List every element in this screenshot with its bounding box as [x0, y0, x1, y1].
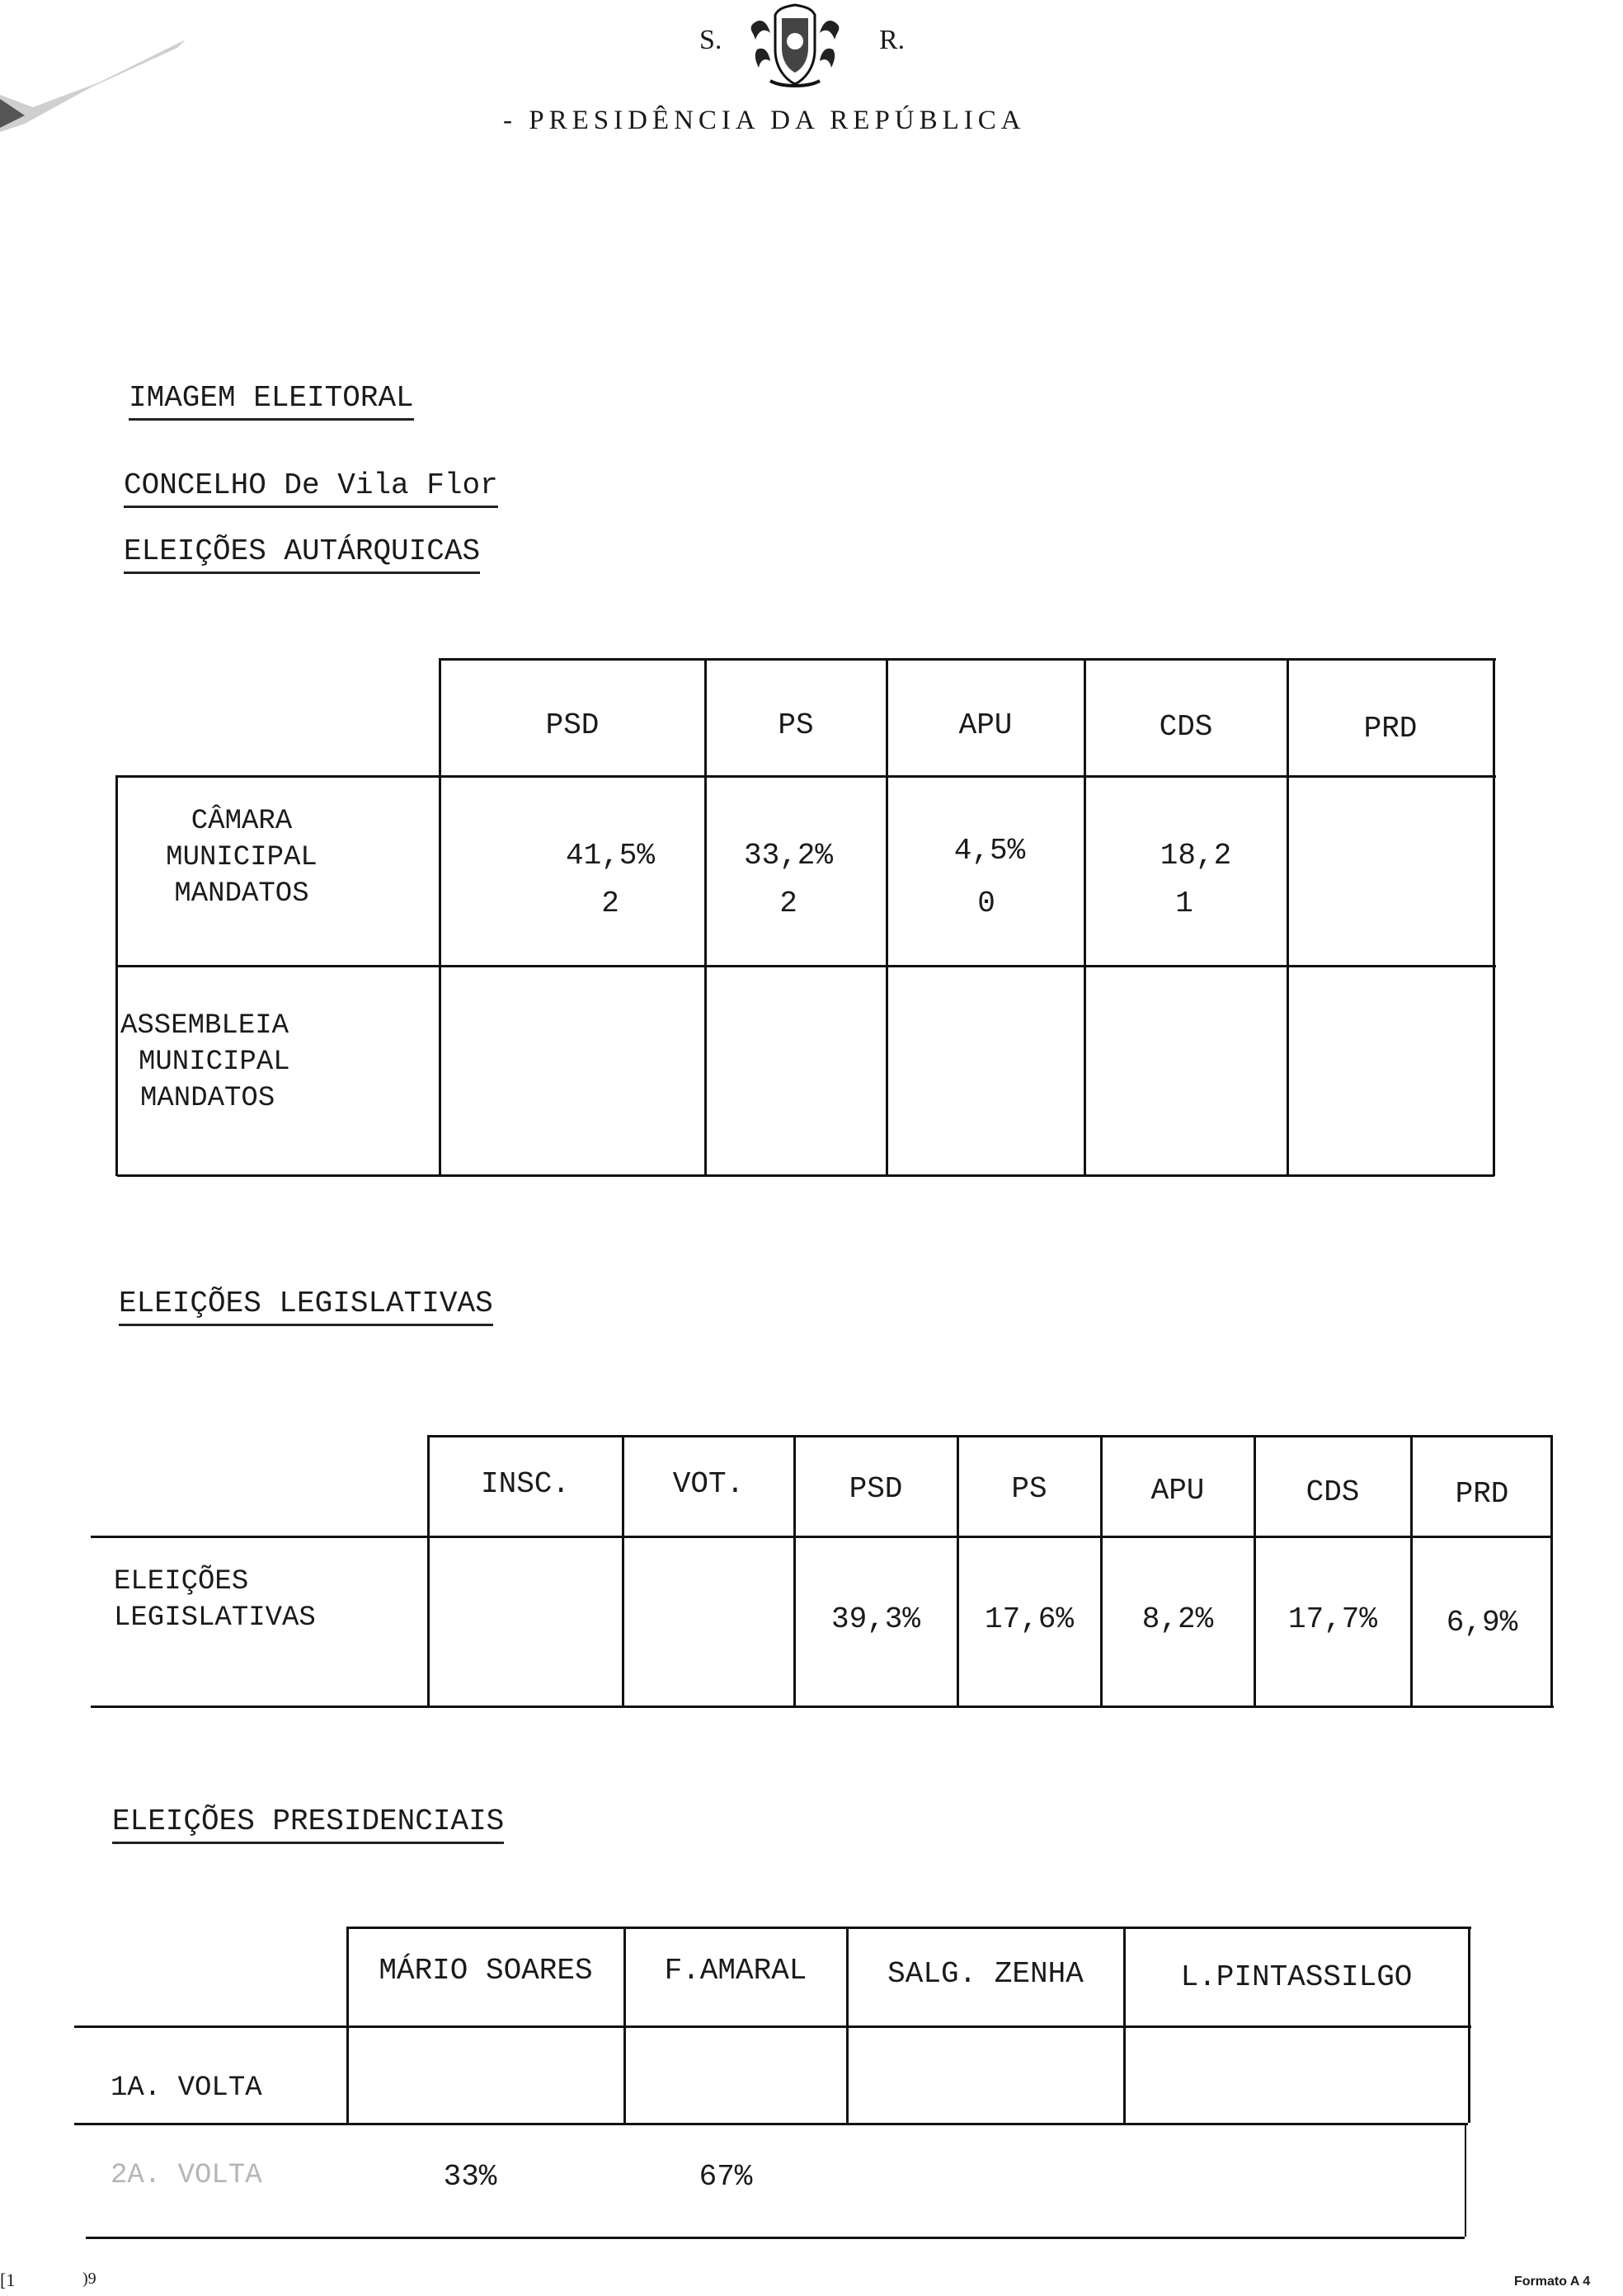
camara-cds-percent: 18,2: [1160, 839, 1232, 873]
leg-col-prd: PRD: [1455, 1477, 1509, 1511]
letterhead-left: S.: [699, 25, 722, 55]
legislativas-heading: ELEIÇÕES LEGISLATIVAS: [119, 1287, 493, 1326]
leg-ps-value: 17,6%: [984, 1602, 1075, 1636]
concelho-heading: CONCELHO De Vila Flor: [124, 468, 498, 508]
pres-col-f-amaral: F.AMARAL: [664, 1954, 807, 1988]
camara-ps-percent: 33,2%: [743, 839, 834, 873]
pres-row1-label: 1A. VOLTA: [111, 2073, 262, 2104]
pres-row2-amaral: 67%: [699, 2160, 753, 2194]
leg-apu-value: 8,2%: [1141, 1602, 1214, 1636]
camara-label-line3: MANDATOS: [174, 878, 309, 910]
camara-ps-mandatos: 2: [779, 887, 797, 920]
leg-col-psd: PSD: [849, 1472, 903, 1506]
autarquicas-col-psd: PSD: [545, 708, 600, 742]
leg-row-label: [114, 1564, 419, 1636]
scan-artifact: [0, 16, 198, 132]
autarquicas-heading: ELEIÇÕES AUTÁRQUICAS: [124, 534, 480, 574]
assembleia-label-line1: ASSEMBLEIA: [120, 1010, 289, 1042]
camara-cds-mandatos: 1: [1175, 887, 1193, 920]
camara-psd-mandatos: 2: [601, 887, 619, 920]
autarquicas-col-ps: PS: [778, 708, 814, 742]
camara-psd-percent: 41,5%: [565, 839, 656, 873]
leg-row-label-line1: ELEIÇÕES: [114, 1566, 249, 1597]
leg-col-cds: CDS: [1305, 1475, 1360, 1509]
footer-mid: )9: [82, 2270, 96, 2288]
leg-cds-value: 17,7%: [1287, 1602, 1378, 1636]
leg-col-ps: PS: [1011, 1472, 1047, 1506]
leg-row-label-line2: LEGISLATIVAS: [114, 1602, 316, 1634]
camara-apu-percent: 4,5%: [953, 834, 1026, 868]
leg-col-insc: INSC.: [480, 1467, 571, 1501]
camara-label-line1: CÂMARA: [191, 806, 293, 837]
assembleia-label: [120, 1008, 434, 1117]
leg-col-vot: VOT.: [672, 1467, 745, 1501]
autarquicas-col-apu: APU: [958, 708, 1013, 742]
camara-label-line2: MUNICIPAL: [166, 842, 318, 873]
camara-apu-mandatos: 0: [977, 887, 995, 920]
letterhead-title: - PRESIDÊNCIA DA REPÚBLICA: [503, 106, 1026, 135]
footer-left: [1: [0, 2270, 16, 2290]
pres-row2-soares: 33%: [443, 2160, 497, 2194]
coat-of-arms-icon: [746, 0, 844, 91]
document-title: IMAGEM ELEITORAL: [129, 381, 414, 421]
leg-prd-value: 6,9%: [1446, 1606, 1518, 1640]
leg-col-apu: APU: [1150, 1474, 1205, 1508]
presidenciais-heading: ELEIÇÕES PRESIDENCIAIS: [112, 1804, 504, 1844]
autarquicas-col-cds: CDS: [1159, 710, 1213, 744]
footer-format: Formato A 4: [1514, 2275, 1591, 2289]
camara-label: [122, 803, 435, 912]
pres-col-salg-zenha: SALG. ZENHA: [887, 1957, 1084, 1991]
letterhead-right: R.: [879, 25, 906, 55]
assembleia-label-line2: MUNICIPAL: [139, 1047, 290, 1078]
leg-psd-value: 39,3%: [830, 1602, 921, 1636]
pres-col-mario-soares: MÁRIO SOARES: [379, 1954, 593, 1988]
pres-col-l-pintassilgo: L.PINTASSILGO: [1180, 1960, 1413, 1994]
autarquicas-col-prd: PRD: [1363, 712, 1418, 746]
pres-row2-label: 2A. VOLTA: [111, 2160, 262, 2191]
assembleia-label-line3: MANDATOS: [140, 1083, 275, 1114]
